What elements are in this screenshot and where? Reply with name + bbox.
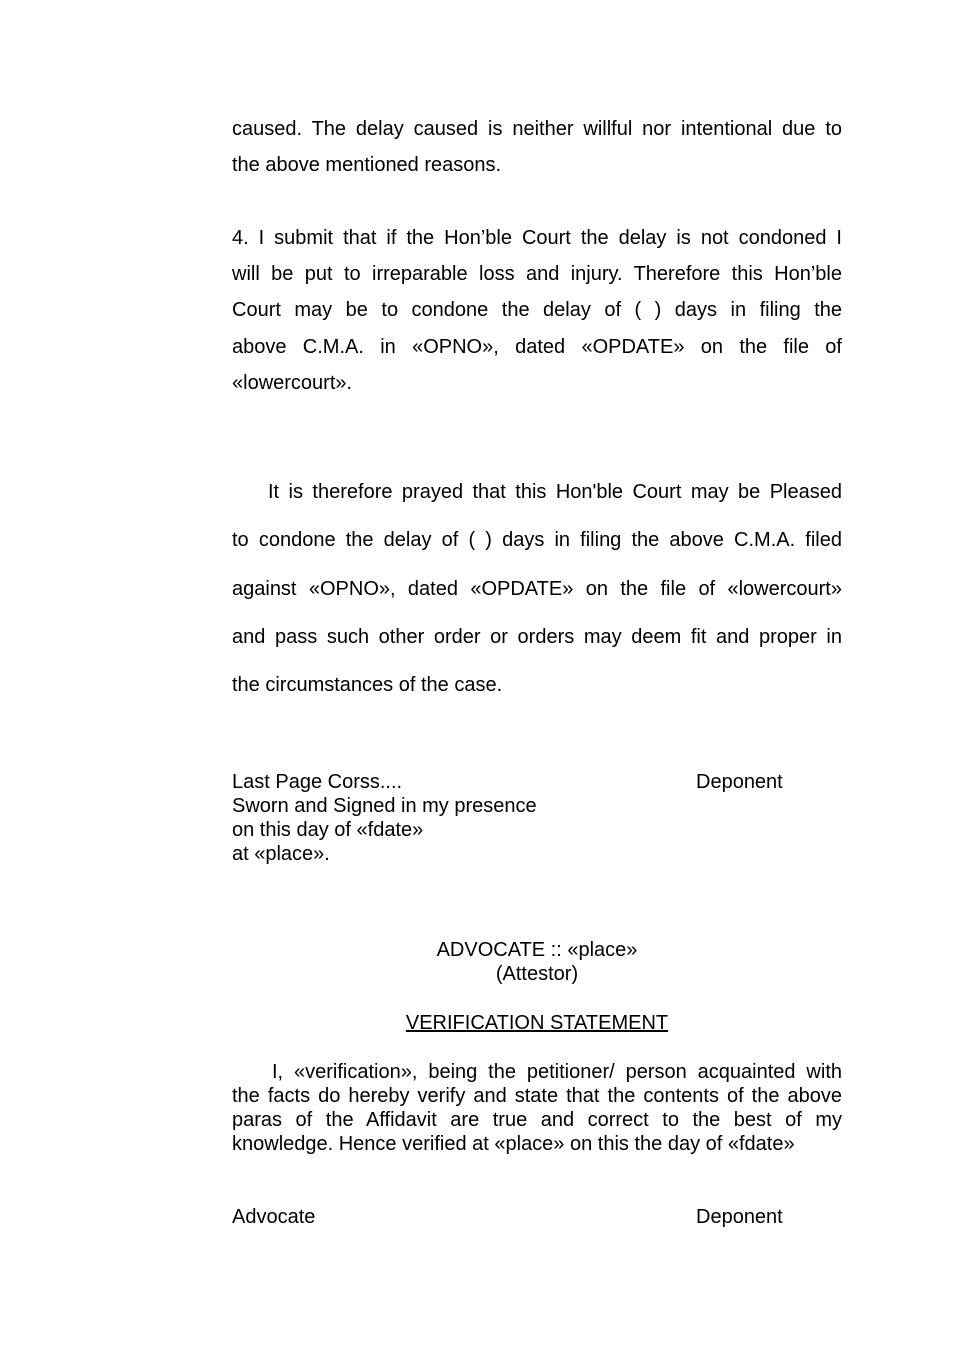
text-line: above C.M.A. in «OPNO», dated «OPDATE» on the file of bbox=[232, 336, 842, 358]
text-line: knowledge. Hence verified at «place» on this the day of «fdate» bbox=[232, 1133, 795, 1155]
text-line: will be put to irreparable loss and injury. Therefore this Hon’ble bbox=[232, 263, 842, 285]
text-line: on this day of «fdate» bbox=[232, 819, 424, 841]
last-page-label: Last Page Corss.... bbox=[232, 771, 403, 793]
text-line: It is therefore prayed that this Hon'ble Court may be Pleased bbox=[268, 481, 842, 503]
text-line: the circumstances of the case. bbox=[232, 674, 503, 696]
text-line: to condone the delay of ( ) days in filing the above C.M.A. filed bbox=[232, 529, 842, 551]
text-line: the facts do hereby verify and state that the contents of the above bbox=[232, 1085, 842, 1107]
text-line: Sworn and Signed in my presence bbox=[232, 795, 537, 817]
attestor-advocate: ADVOCATE :: «place» bbox=[436, 939, 638, 961]
text-line: I, «verification», being the petitioner/ person acquainted with bbox=[272, 1061, 842, 1083]
verification-heading: VERIFICATION STATEMENT bbox=[405, 1012, 669, 1034]
advocate-label: Advocate bbox=[232, 1206, 316, 1228]
verification-heading-wrap bbox=[232, 1011, 842, 1035]
deponent-label: Deponent bbox=[696, 771, 783, 793]
text-line: paras of the Affidavit are true and correct to the best of my bbox=[232, 1109, 842, 1131]
text-line: the above mentioned reasons. bbox=[232, 154, 502, 176]
text-line: 4. I submit that if the Hon’ble Court the delay is not condoned I bbox=[232, 227, 842, 249]
text-line: against «OPNO», dated «OPDATE» on the file of «lowercourt» bbox=[232, 578, 842, 600]
text-line: «lowercourt». bbox=[232, 372, 353, 394]
text-line: at «place». bbox=[232, 843, 330, 865]
text-line: and pass such other order or orders may deem fit and proper in bbox=[232, 626, 842, 648]
text-line: caused. The delay caused is neither willful nor intentional due to bbox=[232, 118, 842, 140]
attestor-label: (Attestor) bbox=[495, 963, 579, 985]
text-line: Court may be to condone the delay of ( ) days in filing the bbox=[232, 299, 842, 321]
footer-deponent-label: Deponent bbox=[696, 1206, 783, 1228]
